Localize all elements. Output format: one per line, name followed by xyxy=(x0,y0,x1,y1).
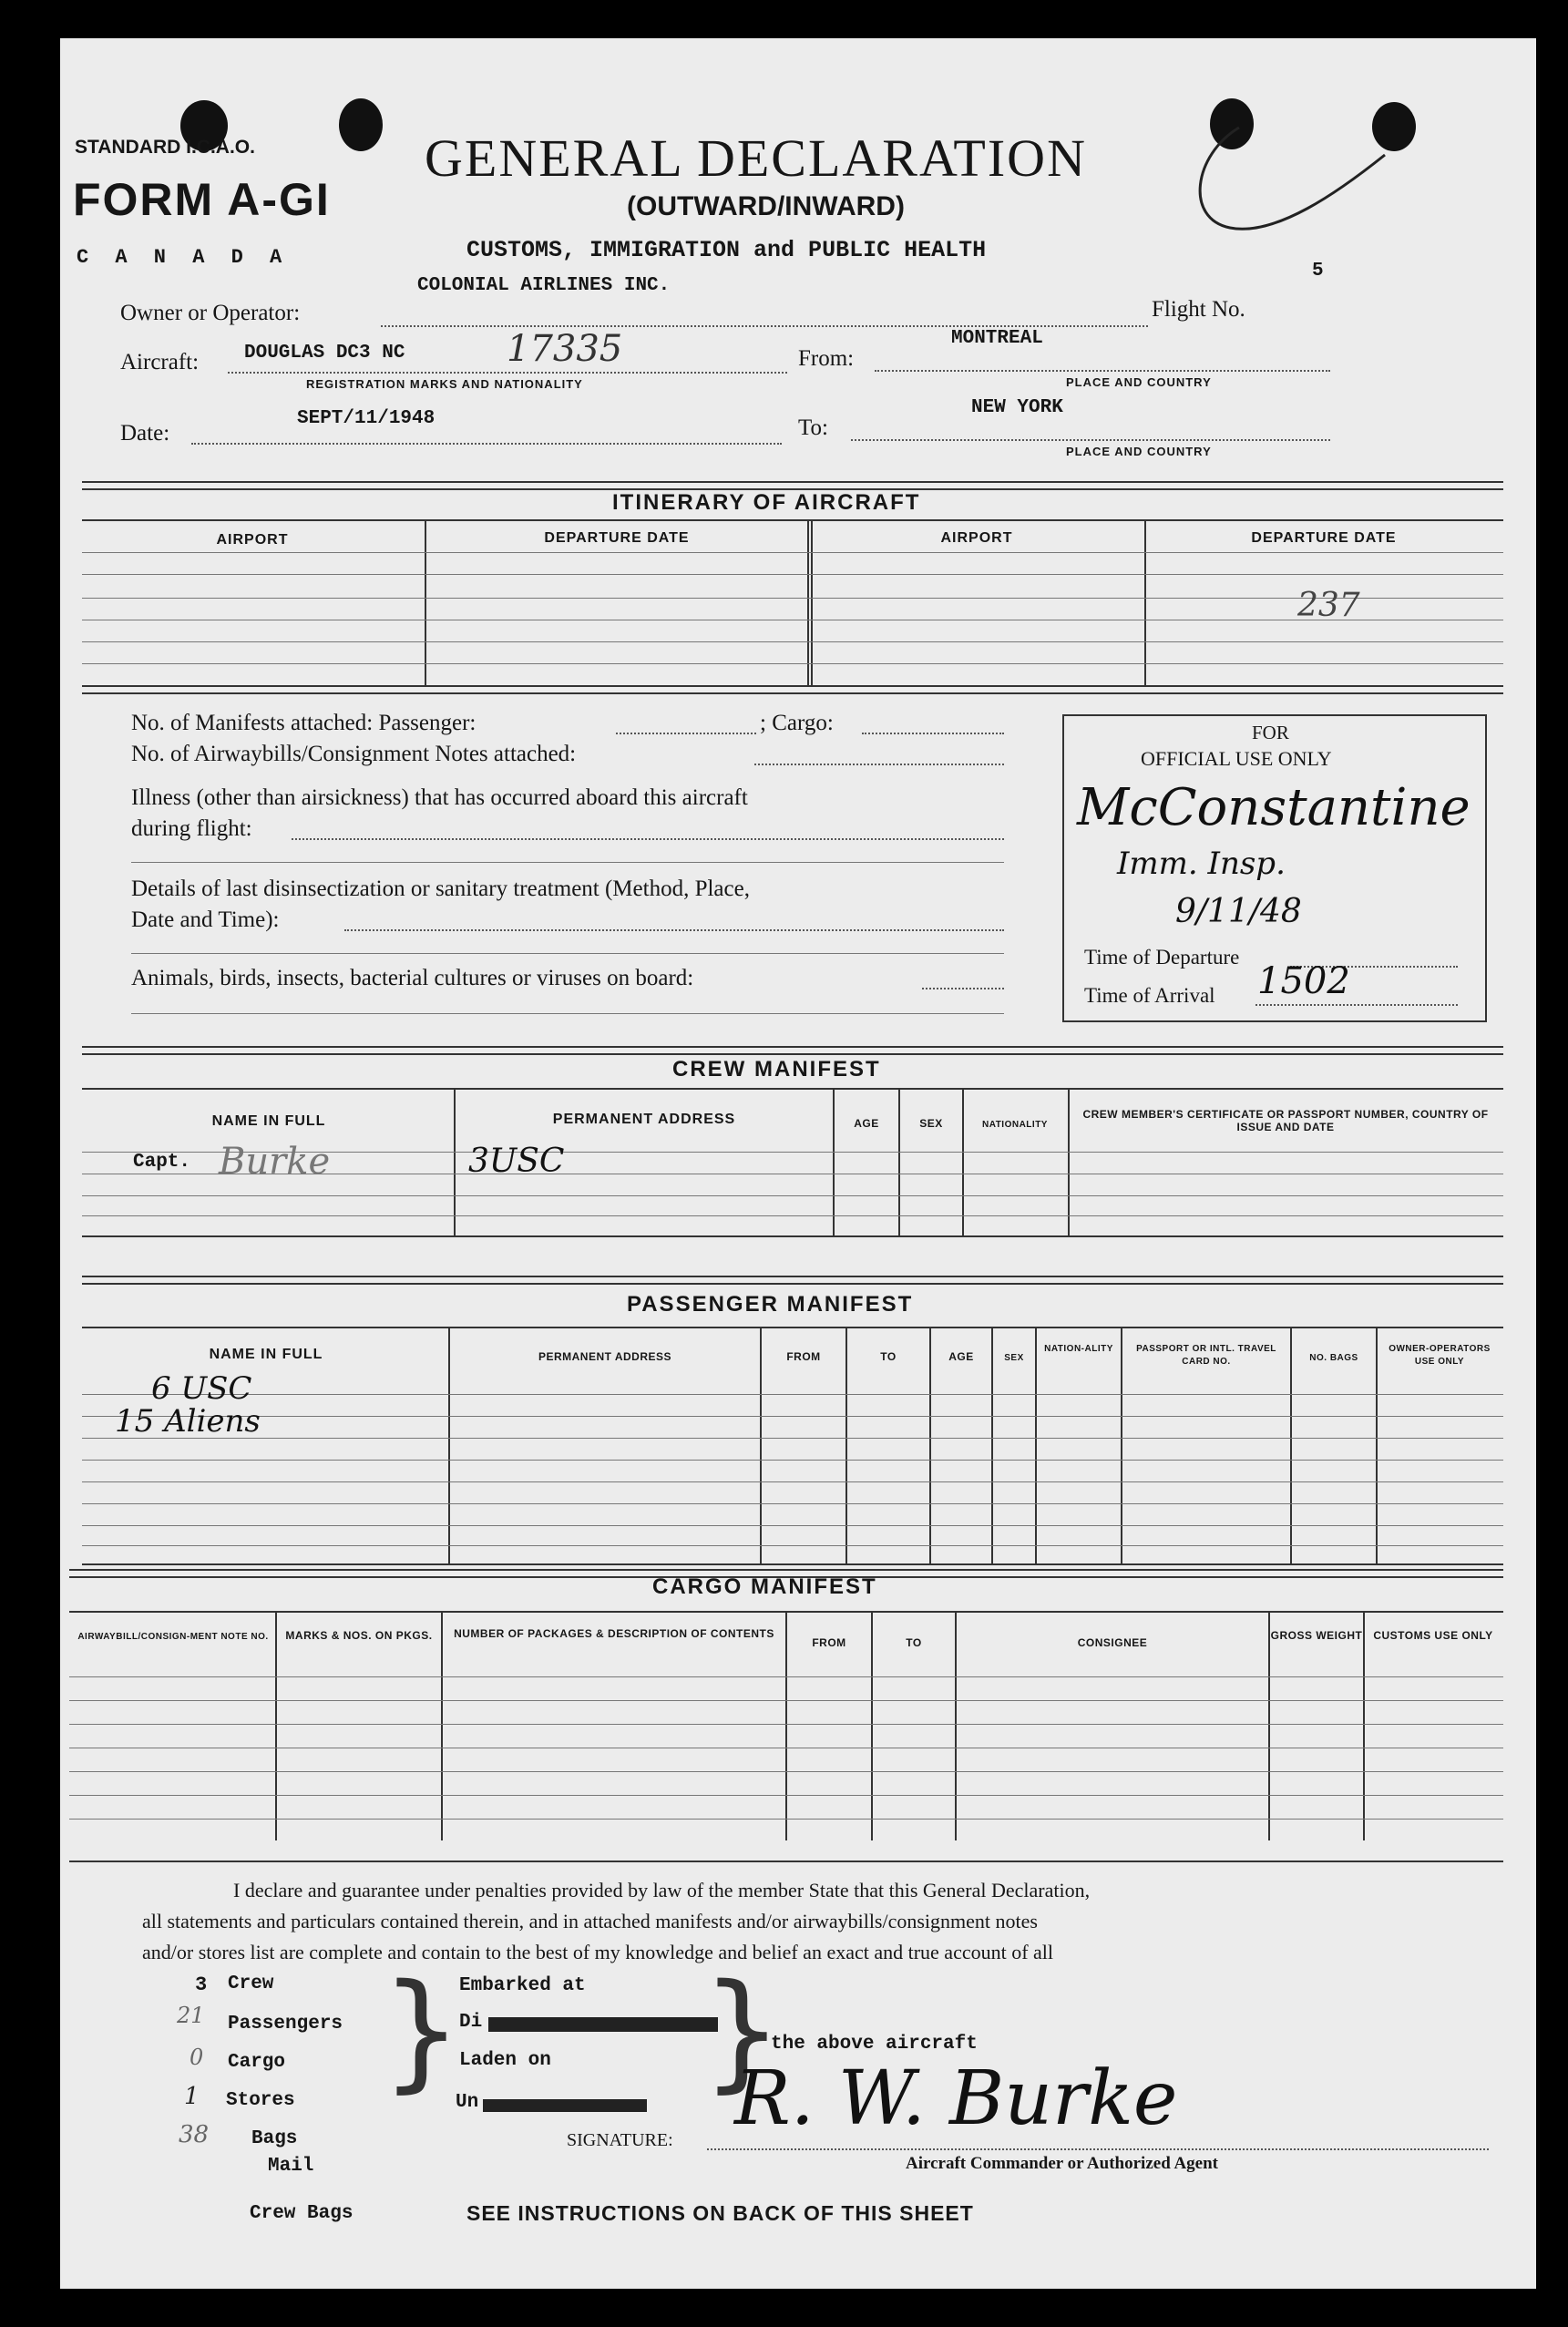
itinerary-header-rule xyxy=(82,519,1503,521)
date-label: Date: xyxy=(120,421,170,446)
crew-col-nationality: NATIONALITY xyxy=(982,1120,1048,1130)
cargo-row-line xyxy=(69,1795,1503,1796)
crew-divider xyxy=(1068,1090,1070,1235)
official-use-only: OFFICIAL USE ONLY xyxy=(1141,747,1332,770)
airwaybills-line xyxy=(754,764,1004,765)
illness-answer-line xyxy=(292,838,1004,840)
owner-value: COLONIAL AIRLINES INC. xyxy=(417,275,671,296)
itinerary-divider xyxy=(811,521,813,687)
departure-time-label: Time of Departure xyxy=(1084,946,1240,969)
aircraft-registration-handwritten: 17335 xyxy=(507,328,623,370)
manifests-label: No. of Manifests attached: Passenger: xyxy=(131,711,477,735)
crew-col-name: NAME IN FULL xyxy=(211,1113,326,1129)
cargo-col-airwaybill: AIRWAYBILL/CONSIGN-MENT NOTE NO. xyxy=(77,1632,269,1642)
cargo-manifests-line xyxy=(862,733,1004,734)
standard-label: STANDARD I.C.A.O. xyxy=(75,137,255,158)
crew-bottom-rule xyxy=(82,1235,1503,1237)
signature-value: R. W. Burke xyxy=(734,2055,1178,2142)
cargo-row-line xyxy=(69,1771,1503,1772)
country-label: C A N A D A xyxy=(77,246,290,269)
itinerary-divider xyxy=(425,521,426,687)
crew-divider xyxy=(454,1090,456,1235)
cargo-row-line xyxy=(69,1676,1503,1677)
flight-label: Flight No. xyxy=(1152,297,1245,322)
arrival-time-label: Time of Arrival xyxy=(1084,984,1215,1007)
passenger-col-from: FROM xyxy=(786,1350,821,1363)
arrival-time-value: 1502 xyxy=(1257,960,1350,1002)
itinerary-col-airport-1: AIRPORT xyxy=(216,532,289,548)
disinsect-line-1: Details of last disinsectization or sanitary treatment (Method, Place, xyxy=(131,876,750,901)
from-label: From: xyxy=(798,346,855,371)
summary-passengers-count: 21 xyxy=(177,2003,205,2028)
itinerary-row-line xyxy=(82,663,1503,664)
crew-divider xyxy=(898,1090,900,1235)
crew-col-age: AGE xyxy=(854,1117,879,1130)
illness-line-1: Illness (other than airsickness) that has occurred aboard this aircraft xyxy=(131,785,748,810)
place-note-to: PLACE AND COUNTRY xyxy=(1066,445,1212,458)
summary-mail: Mail xyxy=(268,2156,314,2177)
official-for: FOR xyxy=(1252,722,1289,743)
official-signature: McConstantine xyxy=(1077,778,1471,837)
passenger-row-line xyxy=(82,1481,1503,1482)
passenger-col-bags: NO. BAGS xyxy=(1309,1353,1358,1363)
summary-bags-count: 38 xyxy=(179,2121,210,2148)
declaration-line-1: I declare and guarantee under penalties provided by law of the member State that this General Declaration, xyxy=(233,1879,1091,1902)
disinsect-line-2: Date and Time): xyxy=(131,907,280,932)
cargo-top-rule xyxy=(69,1569,1503,1571)
cargo-col-weight: GROSS WEIGHT xyxy=(1270,1629,1363,1642)
cargo-row-line xyxy=(69,1700,1503,1701)
cargo-col-marks: MARKS & NOS. ON PKGS. xyxy=(285,1629,433,1642)
itinerary-title: ITINERARY OF AIRCRAFT xyxy=(612,490,921,515)
form-subtitle: (OUTWARD/INWARD) xyxy=(627,191,905,221)
cargo-divider xyxy=(441,1613,443,1840)
crew-divider xyxy=(833,1090,835,1235)
signature-caption: Aircraft Commander or Authorized Agent xyxy=(906,2154,1219,2173)
pen-stroke-mark xyxy=(1175,100,1412,246)
form-subheading: CUSTOMS, IMMIGRATION and PUBLIC HEALTH xyxy=(466,237,987,263)
flight-value: 5 xyxy=(1312,261,1324,282)
passenger-col-address: PERMANENT ADDRESS xyxy=(538,1350,672,1363)
passenger-row-line xyxy=(82,1545,1503,1546)
cargo-col-customs: CUSTOMS USE ONLY xyxy=(1373,1629,1493,1642)
official-title-handwritten: Imm. Insp. xyxy=(1117,846,1286,882)
official-date-handwritten: 9/11/48 xyxy=(1175,893,1302,930)
cargo-row-line xyxy=(69,1724,1503,1725)
itinerary-bottom-rule xyxy=(82,685,1503,687)
passenger-divider xyxy=(1035,1328,1037,1563)
crew-col-certificate: CREW MEMBER'S CERTIFICATE OR PASSPORT NUMBER, COUNTRY OF ISSUE AND DATE xyxy=(1082,1108,1489,1133)
signature-line xyxy=(707,2148,1489,2150)
summary-left-brace: } xyxy=(381,1957,463,2106)
registration-note: REGISTRATION MARKS AND NATIONALITY xyxy=(306,377,583,391)
summary-embarked: Embarked at xyxy=(459,1975,586,1996)
redaction-bar xyxy=(483,2099,647,2112)
redaction-bar xyxy=(488,2017,718,2032)
summary-stores-count: 1 xyxy=(184,2083,200,2110)
cargo-row-line xyxy=(69,1819,1503,1820)
itinerary-divider xyxy=(807,521,809,687)
crew-col-sex: SEX xyxy=(919,1117,943,1130)
itinerary-row-line xyxy=(82,598,1503,599)
disinsect-answer-line xyxy=(344,929,1004,931)
crew-header-rule xyxy=(82,1088,1503,1090)
punch-hole xyxy=(339,98,383,151)
disinsect-answer-line-2 xyxy=(131,953,1004,954)
cargo-divider xyxy=(275,1613,277,1840)
itinerary-row-line xyxy=(82,641,1503,642)
itinerary-row-line xyxy=(82,574,1503,575)
passenger-title: PASSENGER MANIFEST xyxy=(627,1292,914,1317)
aircraft-line xyxy=(228,372,787,374)
footer-instructions: SEE INSTRUCTIONS ON BACK OF THIS SHEET xyxy=(466,2201,974,2225)
animals-label: Animals, birds, insects, bacterial cultures or viruses on board: xyxy=(131,966,694,990)
passenger-divider xyxy=(760,1328,762,1563)
passenger-divider xyxy=(448,1328,450,1563)
arrival-time-line xyxy=(1255,1004,1458,1006)
summary-cargo-count: 0 xyxy=(190,2045,204,2070)
animals-answer-line-2 xyxy=(131,1013,1004,1014)
cargo-col-to: TO xyxy=(906,1636,922,1649)
summary-cargo: Cargo xyxy=(228,2052,286,2073)
summary-laden: Laden on xyxy=(459,2050,551,2071)
form-title: GENERAL DECLARATION xyxy=(425,128,1087,188)
passenger-col-name: NAME IN FULL xyxy=(209,1347,323,1362)
passenger-row-line xyxy=(82,1503,1503,1504)
passenger-hand-line-2: 15 Aliens xyxy=(115,1403,261,1440)
itinerary-col-departure-2: DEPARTURE DATE xyxy=(1251,530,1397,546)
cargo-manifests-label: ; Cargo: xyxy=(760,711,834,735)
summary-disembarked: Di xyxy=(459,2012,483,2033)
cargo-divider xyxy=(871,1613,873,1840)
passenger-col-age: AGE xyxy=(948,1350,974,1363)
passenger-row-line xyxy=(82,1394,1503,1395)
passenger-divider xyxy=(929,1328,931,1563)
crew-col-address: PERMANENT ADDRESS xyxy=(552,1112,736,1127)
passenger-row-line xyxy=(82,1416,1503,1417)
crew-row-line xyxy=(82,1215,1503,1216)
passenger-col-owner: OWNER-OPERATORS USE ONLY xyxy=(1389,1344,1491,1367)
summary-middle-brace: } xyxy=(702,1957,784,2106)
passenger-divider xyxy=(1121,1328,1122,1563)
passenger-row-line xyxy=(82,1460,1503,1461)
passenger-top-rule-2 xyxy=(82,1283,1503,1285)
owner-label: Owner or Operator: xyxy=(120,301,301,325)
owner-line xyxy=(381,325,1148,327)
to-value: NEW YORK xyxy=(971,397,1063,418)
passenger-top-rule xyxy=(82,1276,1503,1277)
summary-crew-bags: Crew Bags xyxy=(250,2203,354,2224)
illness-answer-line-2 xyxy=(131,862,1004,863)
passenger-col-sex: SEX xyxy=(1004,1353,1024,1363)
summary-bags: Bags xyxy=(251,2128,298,2149)
date-line xyxy=(191,443,782,445)
crew-row-address: 3USC xyxy=(468,1143,565,1180)
itinerary-bottom-rule-2 xyxy=(82,692,1503,694)
to-line xyxy=(851,439,1330,441)
passenger-row-line xyxy=(82,1525,1503,1526)
itinerary-row-line xyxy=(82,552,1503,553)
itinerary-hand-note: 237 xyxy=(1297,587,1360,624)
summary-passengers: Passengers xyxy=(228,2014,343,2035)
cargo-bottom-rule xyxy=(69,1861,1503,1862)
crew-top-rule xyxy=(82,1046,1503,1048)
aircraft-value: DOUGLAS DC3 NC xyxy=(244,343,405,364)
passenger-col-passport: PASSPORT OR INTL. TRAVEL CARD NO. xyxy=(1136,1344,1276,1367)
cargo-col-packages: NUMBER OF PACKAGES & DESCRIPTION OF CONTENTS xyxy=(454,1627,774,1640)
illness-line-2: during flight: xyxy=(131,816,252,841)
summary-aircraft-text: the above aircraft xyxy=(771,2034,978,2055)
passenger-hand-line-1: 6 USC xyxy=(151,1370,252,1407)
passenger-divider xyxy=(991,1328,993,1563)
cargo-title: CARGO MANIFEST xyxy=(652,1574,877,1599)
passenger-row-line xyxy=(82,1438,1503,1439)
passenger-col-to: TO xyxy=(880,1350,897,1363)
aircraft-label: Aircraft: xyxy=(120,350,200,374)
summary-stores: Stores xyxy=(226,2090,295,2111)
passenger-col-nationality: NATION-ALITY xyxy=(1044,1344,1113,1354)
place-note-from: PLACE AND COUNTRY xyxy=(1066,375,1212,389)
animals-answer-line xyxy=(922,988,1004,989)
passenger-bottom-rule xyxy=(82,1563,1503,1565)
form-number: FORM A-GI xyxy=(73,174,331,225)
airwaybills-label: No. of Airwaybills/Consignment Notes attached: xyxy=(131,742,577,766)
crew-title: CREW MANIFEST xyxy=(672,1057,881,1081)
crew-row-title: Capt. xyxy=(133,1152,191,1173)
summary-crew-count: 3 xyxy=(195,1973,208,1996)
to-label: To: xyxy=(798,415,828,440)
crew-row-line xyxy=(82,1195,1503,1196)
passenger-divider xyxy=(1290,1328,1292,1563)
date-value: SEPT/11/1948 xyxy=(297,408,436,429)
declaration-line-2: all statements and particulars contained therein, and in attached manifests and/or airwaybills/consignment notes xyxy=(142,1910,1038,1932)
itinerary-top-rule xyxy=(82,481,1503,483)
itinerary-col-airport-2: AIRPORT xyxy=(940,530,1013,546)
itinerary-col-departure-1: DEPARTURE DATE xyxy=(544,530,690,546)
crew-divider xyxy=(962,1090,964,1235)
crew-row-name: Burke xyxy=(219,1141,331,1183)
summary-crew: Crew xyxy=(228,1973,274,1994)
from-value: MONTREAL xyxy=(951,328,1043,349)
declaration-line-3: and/or stores list are complete and contain to the best of my knowledge and belief an exact and true account of all xyxy=(142,1941,1054,1963)
cargo-col-from: FROM xyxy=(812,1636,846,1649)
cargo-divider xyxy=(785,1613,787,1840)
cargo-divider xyxy=(955,1613,957,1840)
cargo-divider xyxy=(1268,1613,1270,1840)
summary-unladen: Un xyxy=(456,2092,479,2113)
crew-top-rule-2 xyxy=(82,1053,1503,1055)
passenger-divider xyxy=(845,1328,847,1563)
passenger-divider xyxy=(1376,1328,1378,1563)
from-line xyxy=(875,370,1330,372)
cargo-col-consignee: CONSIGNEE xyxy=(1077,1636,1148,1649)
manifests-line xyxy=(616,733,756,734)
signature-label: SIGNATURE: xyxy=(567,2130,673,2150)
itinerary-divider xyxy=(1144,521,1146,687)
cargo-divider xyxy=(1363,1613,1365,1840)
